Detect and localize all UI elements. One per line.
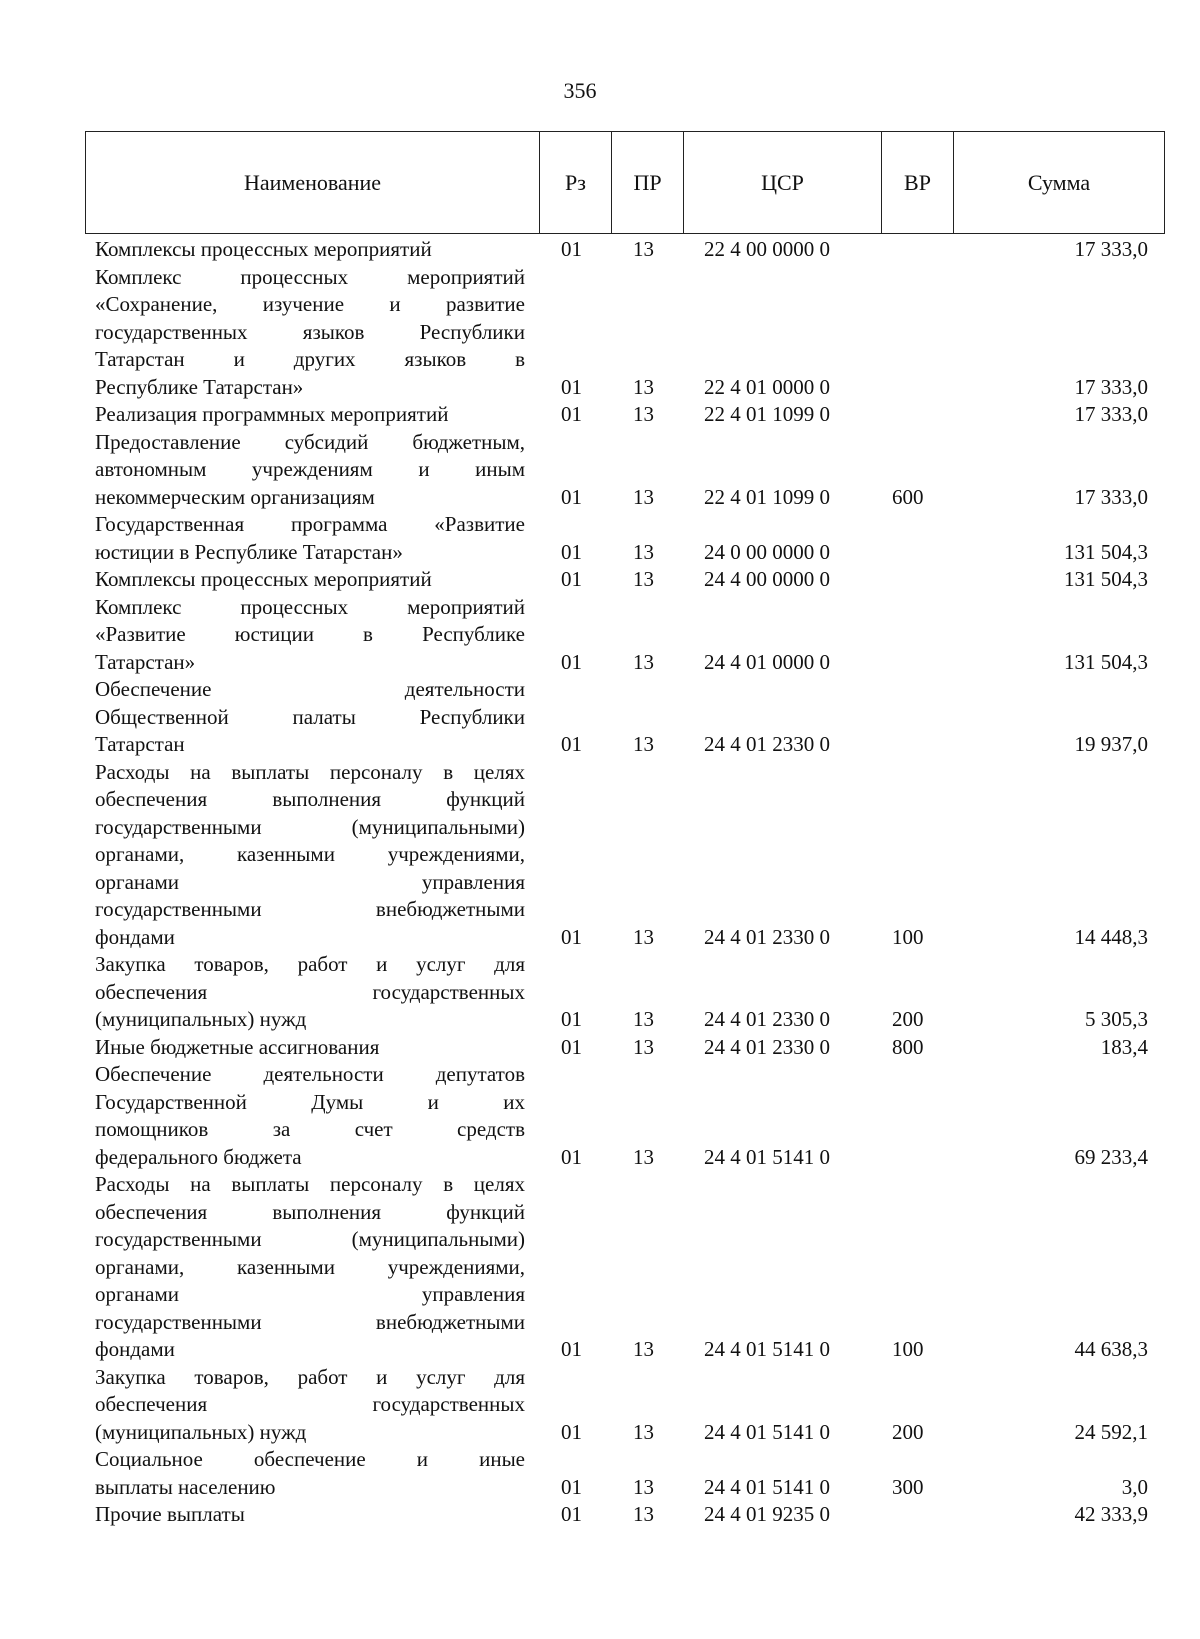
table-row — [0, 264, 1200, 402]
row-name-line: Комплекс процессных мероприятий — [95, 594, 525, 619]
row-rz: 01 — [561, 402, 582, 426]
row-name-line: Иные бюджетные ассигнования — [95, 1034, 380, 1059]
row-name-line: Обеспечение деятельности депутатов — [95, 1062, 525, 1086]
row-name — [95, 401, 525, 429]
row-name-line: автономным учреждениям и иным — [95, 457, 525, 481]
table-body — [0, 236, 1200, 1529]
row-name-line: Комплексы процессных мероприятий — [95, 237, 432, 261]
row-name-line: государственными (муниципальными) — [95, 1227, 525, 1251]
row-pr: 13 — [633, 1337, 654, 1361]
table-row — [0, 676, 1200, 759]
table-row — [0, 1446, 1200, 1501]
row-rz: 01 — [561, 1502, 582, 1526]
row-pr: 13 — [633, 484, 654, 509]
row-rz: 01 — [561, 567, 582, 591]
row-pr: 13 — [633, 1474, 654, 1499]
row-name — [95, 951, 525, 1034]
row-vr: 200 — [892, 1007, 924, 1031]
table-row — [0, 429, 1200, 512]
row-pr: 13 — [633, 924, 654, 949]
row-name-line: Социальное обеспечение и иные — [95, 1447, 525, 1471]
table-row — [0, 1061, 1200, 1171]
row-pr: 13 — [633, 1034, 654, 1059]
row-rz: 01 — [561, 1144, 582, 1169]
row-name-line: (муниципальных) нужд — [95, 1419, 307, 1444]
row-name-line: фондами — [95, 924, 175, 949]
table-row — [0, 1364, 1200, 1447]
row-name — [95, 429, 525, 512]
row-pr: 13 — [633, 567, 654, 591]
row-vr: 300 — [892, 1474, 924, 1499]
row-name-line: Общественной палаты Республики — [95, 704, 525, 729]
table-row — [0, 1171, 1200, 1364]
row-name — [95, 594, 525, 677]
row-name — [95, 511, 525, 566]
row-name-line: Закупка товаров, работ и услуг для — [95, 1364, 525, 1389]
row-name-line: государственными внебюджетными — [95, 897, 525, 921]
table-row — [0, 759, 1200, 952]
row-pr: 13 — [633, 1502, 654, 1526]
row-name-line: обеспечения государственных — [95, 979, 525, 1004]
row-csr: 22 4 01 0000 0 — [704, 374, 830, 399]
row-name-line: Татарстан» — [95, 649, 196, 674]
row-sum: 131 504,3 — [1064, 567, 1148, 591]
table-row — [0, 401, 1200, 429]
row-vr: 600 — [892, 484, 924, 509]
row-rz: 01 — [561, 1419, 582, 1444]
row-name-line: помощников за счет средств — [95, 1117, 525, 1141]
row-sum: 183,4 — [1100, 1034, 1148, 1059]
row-vr: 100 — [892, 1337, 924, 1361]
row-name — [95, 759, 525, 952]
row-csr: 24 4 01 2330 0 — [704, 732, 830, 756]
row-name-line: фондами — [95, 1337, 175, 1361]
row-rz: 01 — [561, 1337, 582, 1361]
row-name-line: Прочие выплаты — [95, 1502, 245, 1526]
row-vr: 100 — [892, 924, 924, 949]
row-csr: 22 4 01 1099 0 — [704, 484, 830, 509]
row-name-line: Реализация программных мероприятий — [95, 402, 449, 426]
row-name-line: органами, казенными учреждениями, — [95, 1254, 525, 1279]
row-rz: 01 — [561, 484, 582, 509]
row-name — [95, 264, 525, 402]
row-name-line: органами управления — [95, 869, 525, 894]
table-row — [0, 1501, 1200, 1529]
row-name-line: органами управления — [95, 1282, 525, 1306]
row-name — [95, 1061, 525, 1171]
table-header — [85, 131, 1165, 234]
row-name — [95, 1171, 525, 1364]
row-rz: 01 — [561, 1474, 582, 1499]
row-name-line: Татарстан и других языков в — [95, 347, 525, 371]
row-csr: 22 4 01 1099 0 — [704, 402, 830, 426]
row-pr: 13 — [633, 732, 654, 756]
row-csr: 24 4 01 5141 0 — [704, 1144, 830, 1169]
table-row — [0, 236, 1200, 264]
row-rz: 01 — [561, 649, 582, 674]
header-vr: ВР — [882, 132, 954, 234]
row-vr: 200 — [892, 1419, 924, 1444]
row-sum: 69 233,4 — [1074, 1144, 1148, 1169]
row-name — [95, 1501, 525, 1529]
header-csr: ЦСР — [684, 132, 882, 234]
row-name — [95, 1446, 525, 1501]
row-csr: 24 4 01 5141 0 — [704, 1419, 830, 1444]
row-csr: 24 4 00 0000 0 — [704, 567, 830, 591]
row-pr: 13 — [633, 1007, 654, 1031]
row-pr: 13 — [633, 649, 654, 674]
row-csr: 24 4 01 5141 0 — [704, 1474, 830, 1499]
row-csr: 24 4 01 2330 0 — [704, 1034, 830, 1059]
row-name-line: выплаты населению — [95, 1474, 276, 1499]
page-number: 356 — [563, 78, 597, 103]
row-name-line: Комплексы процессных мероприятий — [95, 567, 432, 591]
row-name-line: «Развитие юстиции в Республике — [95, 622, 525, 646]
row-vr: 800 — [892, 1034, 924, 1059]
row-csr: 24 4 01 9235 0 — [704, 1502, 830, 1526]
row-pr: 13 — [633, 374, 654, 399]
row-pr: 13 — [633, 237, 654, 261]
row-sum: 5 305,3 — [1085, 1007, 1148, 1031]
row-name — [95, 566, 525, 594]
row-name-line: юстиции в Республике Татарстан» — [95, 539, 403, 564]
row-csr: 24 4 01 5141 0 — [704, 1337, 830, 1361]
row-csr: 24 0 00 0000 0 — [704, 539, 830, 564]
row-name-line: «Сохранение, изучение и развитие — [95, 292, 525, 316]
row-name-line: обеспечения выполнения функций — [95, 1199, 525, 1224]
row-name — [95, 1034, 525, 1062]
row-pr: 13 — [633, 1419, 654, 1444]
row-name-line: Республике Татарстан» — [95, 374, 304, 399]
row-sum: 14 448,3 — [1074, 924, 1148, 949]
table-row — [0, 1034, 1200, 1062]
table-row — [0, 594, 1200, 677]
row-sum: 17 333,0 — [1074, 374, 1148, 399]
row-name-line: федерального бюджета — [95, 1144, 302, 1169]
row-name-line: Расходы на выплаты персоналу в целях — [95, 759, 525, 784]
table-row — [0, 566, 1200, 594]
row-pr: 13 — [633, 539, 654, 564]
row-name-line: Закупка товаров, работ и услуг для — [95, 952, 525, 976]
row-sum: 42 333,9 — [1074, 1502, 1148, 1526]
header-sum: Сумма — [954, 132, 1165, 234]
row-name-line: государственными (муниципальными) — [95, 814, 525, 839]
row-name-line: Обеспечение деятельности — [95, 677, 525, 701]
row-sum: 17 333,0 — [1074, 402, 1148, 426]
row-name-line: Государственной Думы и их — [95, 1089, 525, 1114]
row-sum: 17 333,0 — [1074, 484, 1148, 509]
row-name-line: государственных языков Республики — [95, 319, 525, 344]
row-sum: 131 504,3 — [1064, 649, 1148, 674]
row-name — [95, 1364, 525, 1447]
row-name-line: Татарстан — [95, 732, 185, 756]
row-csr: 24 4 01 2330 0 — [704, 1007, 830, 1031]
row-csr: 24 4 01 0000 0 — [704, 649, 830, 674]
row-sum: 44 638,3 — [1074, 1337, 1148, 1361]
row-csr: 22 4 00 0000 0 — [704, 237, 830, 261]
row-sum: 24 592,1 — [1074, 1419, 1148, 1444]
row-name-line: государственными внебюджетными — [95, 1309, 525, 1334]
row-rz: 01 — [561, 1007, 582, 1031]
table-row — [0, 511, 1200, 566]
row-rz: 01 — [561, 374, 582, 399]
row-rz: 01 — [561, 732, 582, 756]
row-name-line: обеспечения выполнения функций — [95, 787, 525, 811]
row-name-line: органами, казенными учреждениями, — [95, 842, 525, 866]
row-pr: 13 — [633, 1144, 654, 1169]
row-rz: 01 — [561, 539, 582, 564]
row-name-line: Государственная программа «Развитие — [95, 512, 525, 536]
row-name — [95, 676, 525, 759]
row-csr: 24 4 01 2330 0 — [704, 924, 830, 949]
header-rz: Рз — [540, 132, 612, 234]
row-sum: 17 333,0 — [1074, 237, 1148, 261]
row-name-line: Предоставление субсидий бюджетным, — [95, 429, 525, 454]
header-name: Наименование — [86, 132, 540, 234]
row-pr: 13 — [633, 402, 654, 426]
row-rz: 01 — [561, 237, 582, 261]
row-rz: 01 — [561, 924, 582, 949]
row-name-line: (муниципальных) нужд — [95, 1007, 307, 1031]
row-sum: 19 937,0 — [1074, 732, 1148, 756]
row-sum: 131 504,3 — [1064, 539, 1148, 564]
row-name — [95, 236, 525, 264]
row-rz: 01 — [561, 1034, 582, 1059]
row-name-line: некоммерческим организациям — [95, 484, 375, 509]
header-pr: ПР — [612, 132, 684, 234]
table-row — [0, 951, 1200, 1034]
row-name-line: обеспечения государственных — [95, 1392, 525, 1416]
row-name-line: Расходы на выплаты персоналу в целях — [95, 1172, 525, 1196]
row-sum: 3,0 — [1121, 1474, 1148, 1499]
row-name-line: Комплекс процессных мероприятий — [95, 264, 525, 289]
